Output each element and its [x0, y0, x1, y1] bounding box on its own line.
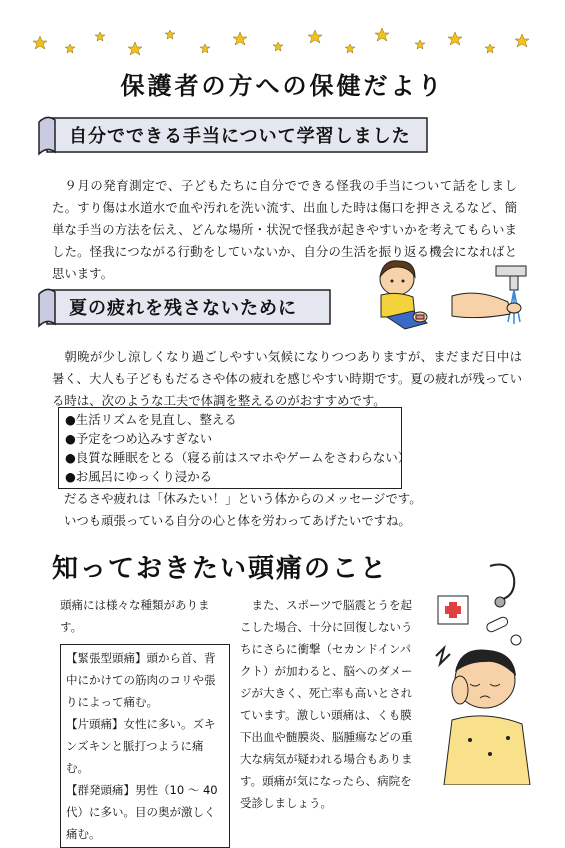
- headache-intro: 頭痛には様々な種類があります。: [60, 598, 210, 634]
- closing-line: いつも頑張っている自分の心と体を労わってあげたいですね。: [64, 513, 411, 528]
- tips-box: [58, 407, 411, 489]
- headache-left-column: [60, 594, 230, 848]
- section-banner-summer: [35, 284, 335, 328]
- headache-child-illustration-icon: [430, 560, 540, 785]
- section-heading: 夏の疲れを残さないために: [69, 298, 297, 319]
- hand-washing-icon: [448, 262, 538, 334]
- section-body: [52, 346, 522, 412]
- headache-heading: 知っておきたい頭痛のこと: [52, 554, 389, 584]
- headache-right-column: [240, 594, 418, 814]
- tip-item: ●予定をつめ込みすぎない: [65, 431, 213, 446]
- type-text: 男性（10 ～ 40 代）に多い。目の奥が激しく痛む。: [66, 783, 218, 841]
- section-banner-first-aid: [35, 112, 435, 156]
- section-heading: 自分でできる手当について学習しました: [69, 126, 411, 147]
- child-with-knee-bandage-icon: [365, 255, 445, 335]
- type-tag: 【緊張型頭痛】: [66, 651, 147, 665]
- tip-item: ●良質な睡眠をとる（寝る前はスマホやゲームをさわらない）: [65, 450, 411, 465]
- paragraph: ９月の発育測定で、子どもたちに自分でできる怪我の手当について話をしました。すり傷は水道水で血や汚れを洗い流す、出血した時は傷口を押さえるなど、簡単な手当の方法を伝え、どんな場所・状況で怪我が起きやすいかを考えてもらいました。怪我につながる行動をしていないか、自分の生活を振り返る機会になればと思います。: [52, 178, 517, 281]
- headache-types-box: [60, 644, 230, 848]
- page-title: 保護者の方への保健だより: [120, 72, 445, 100]
- type-text: 女性に多い。ズキンズキンと脈打つように痛む。: [66, 717, 216, 775]
- stethoscope-icon: [490, 565, 514, 601]
- headache-type: [66, 713, 224, 779]
- paragraph: 朝晩が少し涼しくなり過ごしやすい気候になりつつありますが、まだまだ日中は暑く、大人も子どももだるさや体の疲れを感じやすい時期です。夏の疲れが残っている時は、次のような工夫で体調を整えるのがおすすめです。: [52, 349, 522, 408]
- tip-item: ●お風呂にゆっくり浸かる: [65, 469, 212, 484]
- tip-item: ●生活リズムを見直し、整える: [65, 412, 237, 427]
- star-border-decoration: [30, 22, 535, 62]
- headache-type: [66, 779, 224, 845]
- capsule-icon: [485, 616, 509, 633]
- type-tag: 【群発頭痛】: [66, 783, 135, 797]
- closing-line: だるさや疲れは「休みたい！」という体からのメッセージです。: [64, 491, 422, 506]
- headache-advice: また、スポーツで脳震とうを起こした場合、十分に回復しないうちにさらに衝撃（セカンドインパクト）が加わると、脳へのダメージが大きく、死亡率も高いとされています。激しい頭痛は、くも膜下出血や髄膜炎、脳腫瘍などの重大な病気が疑われる場合もあります。頭痛が気になったら、病院を受診しましょう。: [240, 598, 413, 810]
- type-text: 頭から首、背中にかけての筋肉のコリや張りによって痛む。: [66, 651, 216, 709]
- hospital-icon: [438, 596, 468, 624]
- type-tag: 【片頭痛】: [66, 717, 124, 731]
- headache-type: [66, 647, 224, 713]
- closing-text: [64, 488, 504, 532]
